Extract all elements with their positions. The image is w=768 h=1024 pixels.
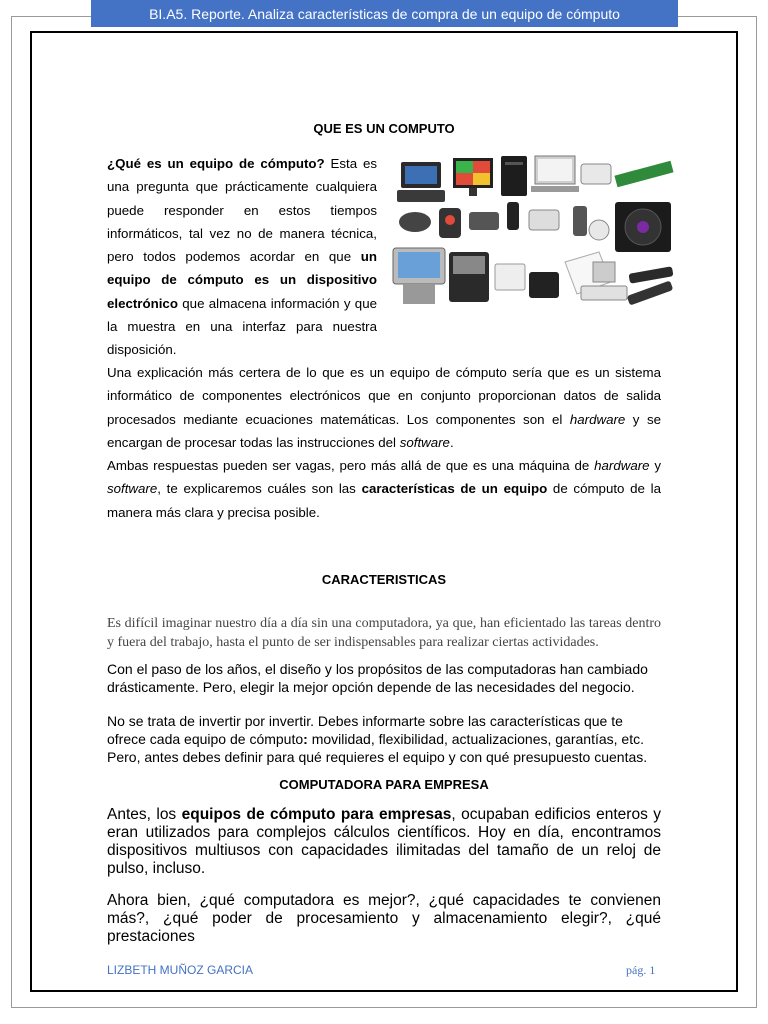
section-title-caracteristicas: CARACTERISTICAS: [321, 572, 447, 587]
para3-text-3: , te explicaremos cuáles son las: [157, 481, 362, 497]
footer-author: LIZBETH MUÑOZ GARCIA: [107, 963, 254, 977]
para2-text-1: Una explicación más certera de lo que es un equipo de cómputo sería que es un sistema informático de componentes electrónicos que en conjunto proporcionan datos de salida procesados mediante ecuaciones matemáticas. Los componentes son el: [107, 365, 661, 427]
para2-software: software: [399, 434, 450, 450]
para-invertir-text-1: No se trata de invertir por invertir. Debes informarte sobre las características que te ofrece cada equipo de cómputo: [107, 713, 623, 747]
paragraph-invertir: [107, 712, 661, 766]
para-antes-text-1: Antes, los: [107, 806, 182, 823]
para3-text-2: y: [649, 458, 661, 473]
para3-software: software: [107, 481, 158, 497]
para3-bold: características de un equipo: [361, 481, 548, 497]
paragraph-serif-intro: Es difícil imaginar nuestro día a día sin una computadora, ya que, han eficientado las tareas dentro y fuera del trabajo, hasta el punto de ser indispensables para realizar ciertas actividades.: [107, 616, 661, 650]
document-header: [91, 0, 678, 27]
section-title-empresa: COMPUTADORA PARA EMPRESA: [279, 777, 489, 792]
intro-question: ¿Qué es un equipo de cómputo?: [107, 156, 325, 171]
intro-text-2: que almacena información y que la muestra en una interfaz para nuestra disposición.: [107, 295, 377, 358]
intro-text-1: Esta es una pregunta que prácticamente cualquiera puede responder en estos tiempos informáticos, tal vez no de manera técnica, pero todos podemos acordar en que: [107, 156, 377, 265]
para-antes-text-2: , ocupaban edificios enteros y eran utilizados para complejos cálculos científicos. Hoy en día, encontramos dispositivos multiusos con capacidades ilimitadas del tamaño de un reloj de pulso, incluso.: [107, 806, 661, 877]
computer-devices-image: [389, 152, 677, 320]
paragraph-paso-anos: Con el paso de los años, el diseño y los propósitos de las computadoras han cambiado drásticamente. Pero, elegir la mejor opción depende de las necesidades del negocio.: [107, 661, 648, 695]
para2-text-3: .: [449, 434, 454, 450]
header-title: BI.A5. Reporte. Analiza características de compra de un equipo de cómputo: [149, 5, 620, 22]
para3-hardware: hardware: [594, 458, 650, 473]
paragraph-antes: [107, 806, 661, 878]
intro-paragraph: [107, 152, 377, 362]
para-invertir-text-2: movilidad, flexibilidad, actualizaciones, garantías, etc. Pero, antes debes definir para qué requieres el equipo y con qué presupuesto cuentas.: [107, 731, 648, 765]
para2-hardware: hardware: [569, 411, 626, 427]
para-antes-bold: equipos de cómputo para empresas: [181, 806, 452, 823]
para3-text-4: de cómputo de la manera más clara y precisa posible.: [107, 481, 661, 520]
para2-text-2: y se encargan de procesar todas las instrucciones del: [107, 411, 661, 450]
paragraph-ahora-bien: Ahora bien, ¿qué computadora es mejor?, ¿qué capacidades te convienen más?, ¿qué poder de procesamiento y almacenamiento elegir?, ¿qué prestaciones: [107, 892, 661, 945]
para3-text-1: Ambas respuestas pueden ser vagas, pero más allá de que es una máquina de: [107, 458, 595, 473]
paragraph-ambas: [107, 454, 661, 524]
section-title-computo: QUE ES UN COMPUTO: [313, 121, 455, 136]
para-invertir-colon: :: [303, 731, 308, 747]
intro-definition: un equipo de cómputo es un dispositivo electrónico: [107, 249, 377, 311]
footer-page-number: pág. 1: [626, 963, 656, 977]
paragraph-explicacion: [107, 361, 661, 454]
